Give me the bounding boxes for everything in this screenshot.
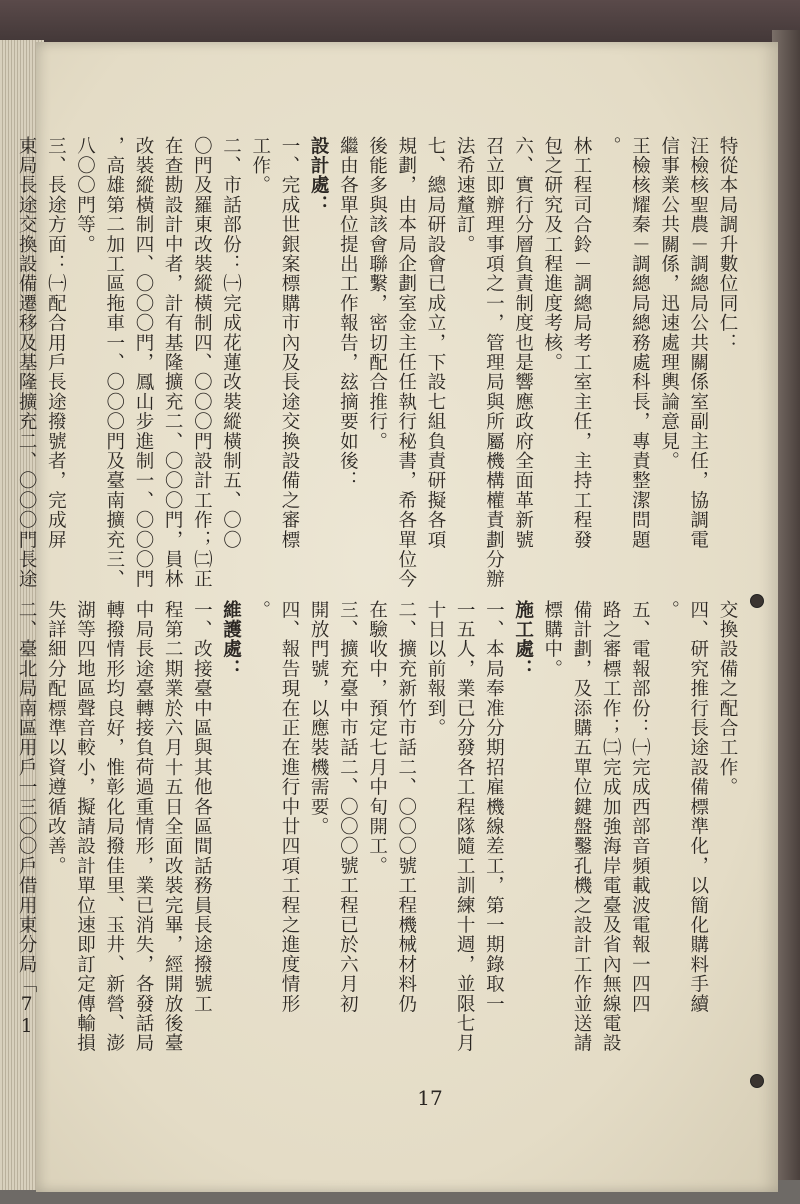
section-heading-construction: 施工處： [512,600,534,679]
text-line: 三、擴充臺中市話二、〇〇〇號工程已於六月初 [337,600,359,1014]
text-line: 交換設備之配合工作。 [717,600,738,797]
text-line: 法希速釐訂。 [454,136,476,255]
binding-rivet [750,594,764,608]
text-line: 六、實行分層負責制度也是響應政府全面革新號 [512,136,534,550]
text-line: 繼由各單位提出工作報告，玆摘要如後： [337,136,359,491]
text-line: 特從本局調升數位同仁： [717,136,738,353]
text-line: 一、本局奉准分期招雇機線差工，第一期錄取一 [483,600,505,1014]
text-line: 汪檢核聖農－調總局公共關係室副主任，協調電 [687,136,709,550]
text-line: 開放門號，以應裝機需要。 [308,600,330,837]
text-line: 在查勘設計中者，計有基隆擴充二、〇〇〇門，員林 [162,136,184,590]
text-line: 召立即辦理事項之一，管理局與所屬機構權責劃分辦 [483,136,505,590]
text-line: 〇門及羅東改裝縱橫制四、〇〇〇門設計工作；㈡正 [191,136,213,590]
text-line: 二、擴充新竹市話二、〇〇〇號工程機械材料仍 [395,600,417,1014]
text-line: 失詳細分配標準以資遵循改善。 [45,600,67,876]
text-line: 路之審標工作；㈡完成加強海岸電臺及省內無線電設 [600,600,622,1054]
section-heading-maintenance: 維護處： [220,600,242,679]
text-line: 三、長途方面：㈠配合用戶長途撥號者，完成屏 [45,136,67,550]
page-number: 17 [417,1086,443,1110]
text-line: 備計劃，及添購五單位鍵盤鑿孔機之設計工作並送請 [570,600,592,1054]
text-line: 一、改接臺中區與其他各區間話務員長途撥號工 [191,600,213,1014]
text-line: 王檢核耀秦－調總局總務處科長，專責整潔問題 [629,136,651,550]
text-line: 四、報告現在正在進行中廿四項工程之進度情形 [278,600,300,1014]
text-line: 。 [249,600,271,620]
text-line: 在驗收中，預定七月中旬開工。 [366,600,388,876]
text-line: 改裝縱橫制四、〇〇〇門，鳳山步進制一、〇〇〇門 [132,136,154,590]
text-line: 信事業公共關係，迅速處理輿論意見。 [658,136,680,471]
text-line: 一五人，業已分發各工程隊隨工訓練十週，並限七月 [454,600,476,1054]
text-line: 四、研究推行長途設備標準化，以簡化購料手續 [687,600,709,1014]
text-line: 七、總局研設會已成立，下設七組負責研擬各項 [424,136,446,550]
text-line: 中局長途臺轉接負荷過重情形，業已消失，各發話局 [132,600,154,1054]
text-line: 十日以前報到。 [424,600,446,738]
binding-rivet [750,1074,764,1088]
text-line: ，高雄第二加工區拖車一、〇〇〇門及臺南擴充三、 [103,136,125,590]
section-heading-design: 設計處： [308,136,330,215]
text-line: 轉撥情形均良好，惟彰化局撥佳里、玉井、新營、澎 [103,600,125,1054]
text-line: 標購中。 [541,600,563,679]
text-line: 程第二期業於六月十五日全面改裝完畢，經開放後臺 [162,600,184,1054]
text-line: 八〇〇門等。 [74,136,96,255]
text-line: 一、完成世銀案標購市內及長途交換設備之審標 [278,136,300,550]
top-text-section [16,136,742,626]
text-line: 後能多與該會聯繫，密切配合推行。 [366,136,388,452]
text-line: 二、臺北局南區用戶一三〇〇戶借用東分局「71 [16,600,38,1039]
text-line: 林工程司合鈴－調總局考工室主任，主持工程發 [570,136,592,550]
text-line: 工作。 [249,136,271,196]
bottom-text-section [16,600,742,1120]
text-line: 。 [600,136,622,156]
text-line: 五、電報部份：㈠完成西部音頻載波電報一四四 [629,600,651,1014]
text-line: 包之研究及工程進度考核。 [541,136,563,373]
text-line: 二、市話部份：㈠完成花蓮改裝縱橫制五、〇〇 [220,136,242,550]
text-line: 東局長途交換設備遷移及基隆擴充二、〇〇〇門長途 [16,136,38,590]
text-line: 。 [658,600,680,620]
text-line: 湖等四地區聲音較小，擬請設計單位速即訂定傳輸損 [74,600,96,1054]
text-line: 規劃，由本局企劃室金主任任執行秘書，希各單位今 [395,136,417,590]
